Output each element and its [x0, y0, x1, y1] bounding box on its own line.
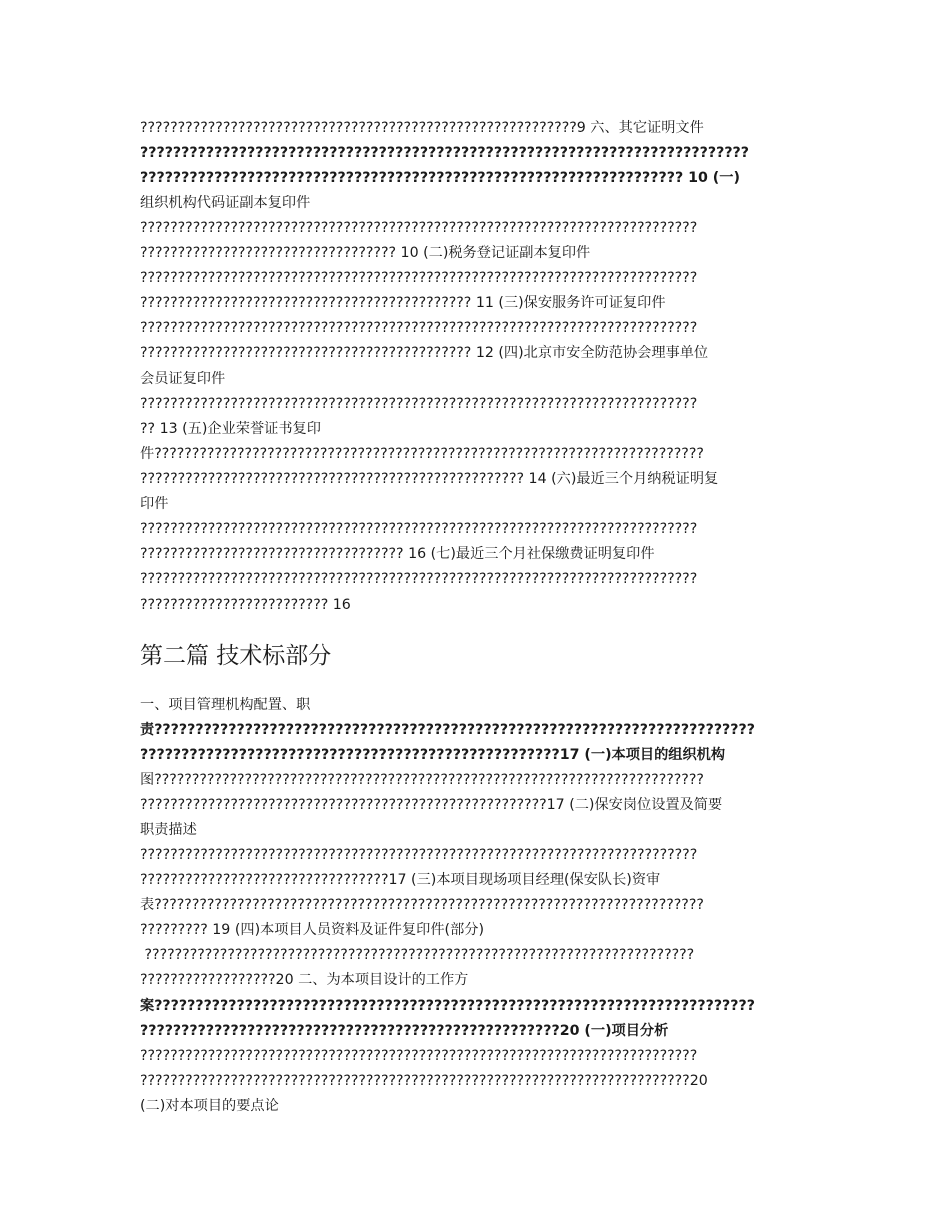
toc-line: ???????????????????????????????????????????? 12 (四)北京市安全防范协会理事单位 [140, 345, 709, 361]
section-heading: 第二篇 技术标部分 [140, 643, 332, 669]
toc-line: ?????????????????????????????????????????????????????????????????????????? [140, 571, 698, 587]
toc-line: ?????????????????????????????????? 10 (二)税务登记证副本复印件 [140, 245, 591, 261]
toc-line: (二)对本项目的要点论 [140, 1098, 279, 1114]
toc-line: ??????????????????????????????????? 16 (七)最近三个月社保缴费证明复印件 [140, 546, 655, 562]
toc-line: 责????????????????????????????????????????????????????????????????????????? [140, 722, 755, 738]
toc-line: 表????????????????????????????????????????????????????????????????????????? [140, 897, 704, 913]
toc-line: ?????????????????????????????????????????????????????????????????? 10 (一) [140, 170, 740, 186]
toc-line: 职责描述 [140, 822, 197, 838]
toc-line: ??????????????????????????????????????????????????????17 (二)保安岗位设置及简要 [140, 797, 723, 813]
toc-line: ?? 13 (五)企业荣誉证书复印 [140, 421, 321, 437]
toc-line: ?????????????????????????????????????????????????????????????????????????? [140, 521, 698, 537]
toc-line: 一、项目管理机构配置、职 [140, 697, 311, 713]
toc-line: 件????????????????????????????????????????????????????????????????????????? [140, 446, 704, 462]
toc-line: ?????????????????????????????????????????????????????????????????????????? [140, 396, 698, 412]
toc-line: ?????????????????????????????????????????????????????????????????????????20 [140, 1073, 708, 1089]
toc-line: 组织机构代码证副本复印件 [140, 195, 311, 211]
toc-line: ?????????????????????????????????????????????????????????????????????????? [140, 847, 698, 863]
toc-line: ???????????????????????????????????????????? 11 (三)保安服务许可证复印件 [140, 295, 666, 311]
toc-line: ???????????????????????????????????????????????????20 (一)项目分析 [140, 1023, 669, 1039]
toc-line: ?????????????????????????????????????????????????????????????????????????? [140, 320, 698, 336]
toc-line: ??????????????????????????????????????????????????????????9 六、其它证明文件 [140, 120, 704, 136]
toc-line: ????????????????????????????????????????????????????????????????????????? [140, 947, 695, 963]
toc-line: ?????????????????????????????????????????????????????????????????????????? [140, 270, 698, 286]
toc-line: ?????????????????????????????????????????????????????????????????????????? [140, 220, 698, 236]
toc-line: ???????????????????????????????????????????????????17 (一)本项目的组织机构 [140, 747, 726, 763]
toc-line: ????????????????????????? 16 [140, 597, 351, 613]
toc-line: ??????????????????????????????????????????????????? 14 (六)最近三个月纳税证明复 [140, 471, 719, 487]
toc-line: 图????????????????????????????????????????????????????????????????????????? [140, 772, 704, 788]
toc-line: ?????????????????????????????????????????????????????????????????????????? [140, 145, 750, 161]
toc-line: ????????? 19 (四)本项目人员资料及证件复印件(部分) [140, 922, 484, 938]
toc-line: 印件 [140, 496, 169, 512]
toc-line: 会员证复印件 [140, 371, 226, 387]
toc-line: ??????????????????20 二、为本项目设计的工作方 [140, 972, 469, 988]
toc-line: 案????????????????????????????????????????????????????????????????????????? [140, 998, 755, 1014]
toc-line: ?????????????????????????????????17 (三)本项目现场项目经理(保安队长)资审 [140, 872, 661, 888]
toc-line: ?????????????????????????????????????????????????????????????????????????? [140, 1048, 698, 1064]
